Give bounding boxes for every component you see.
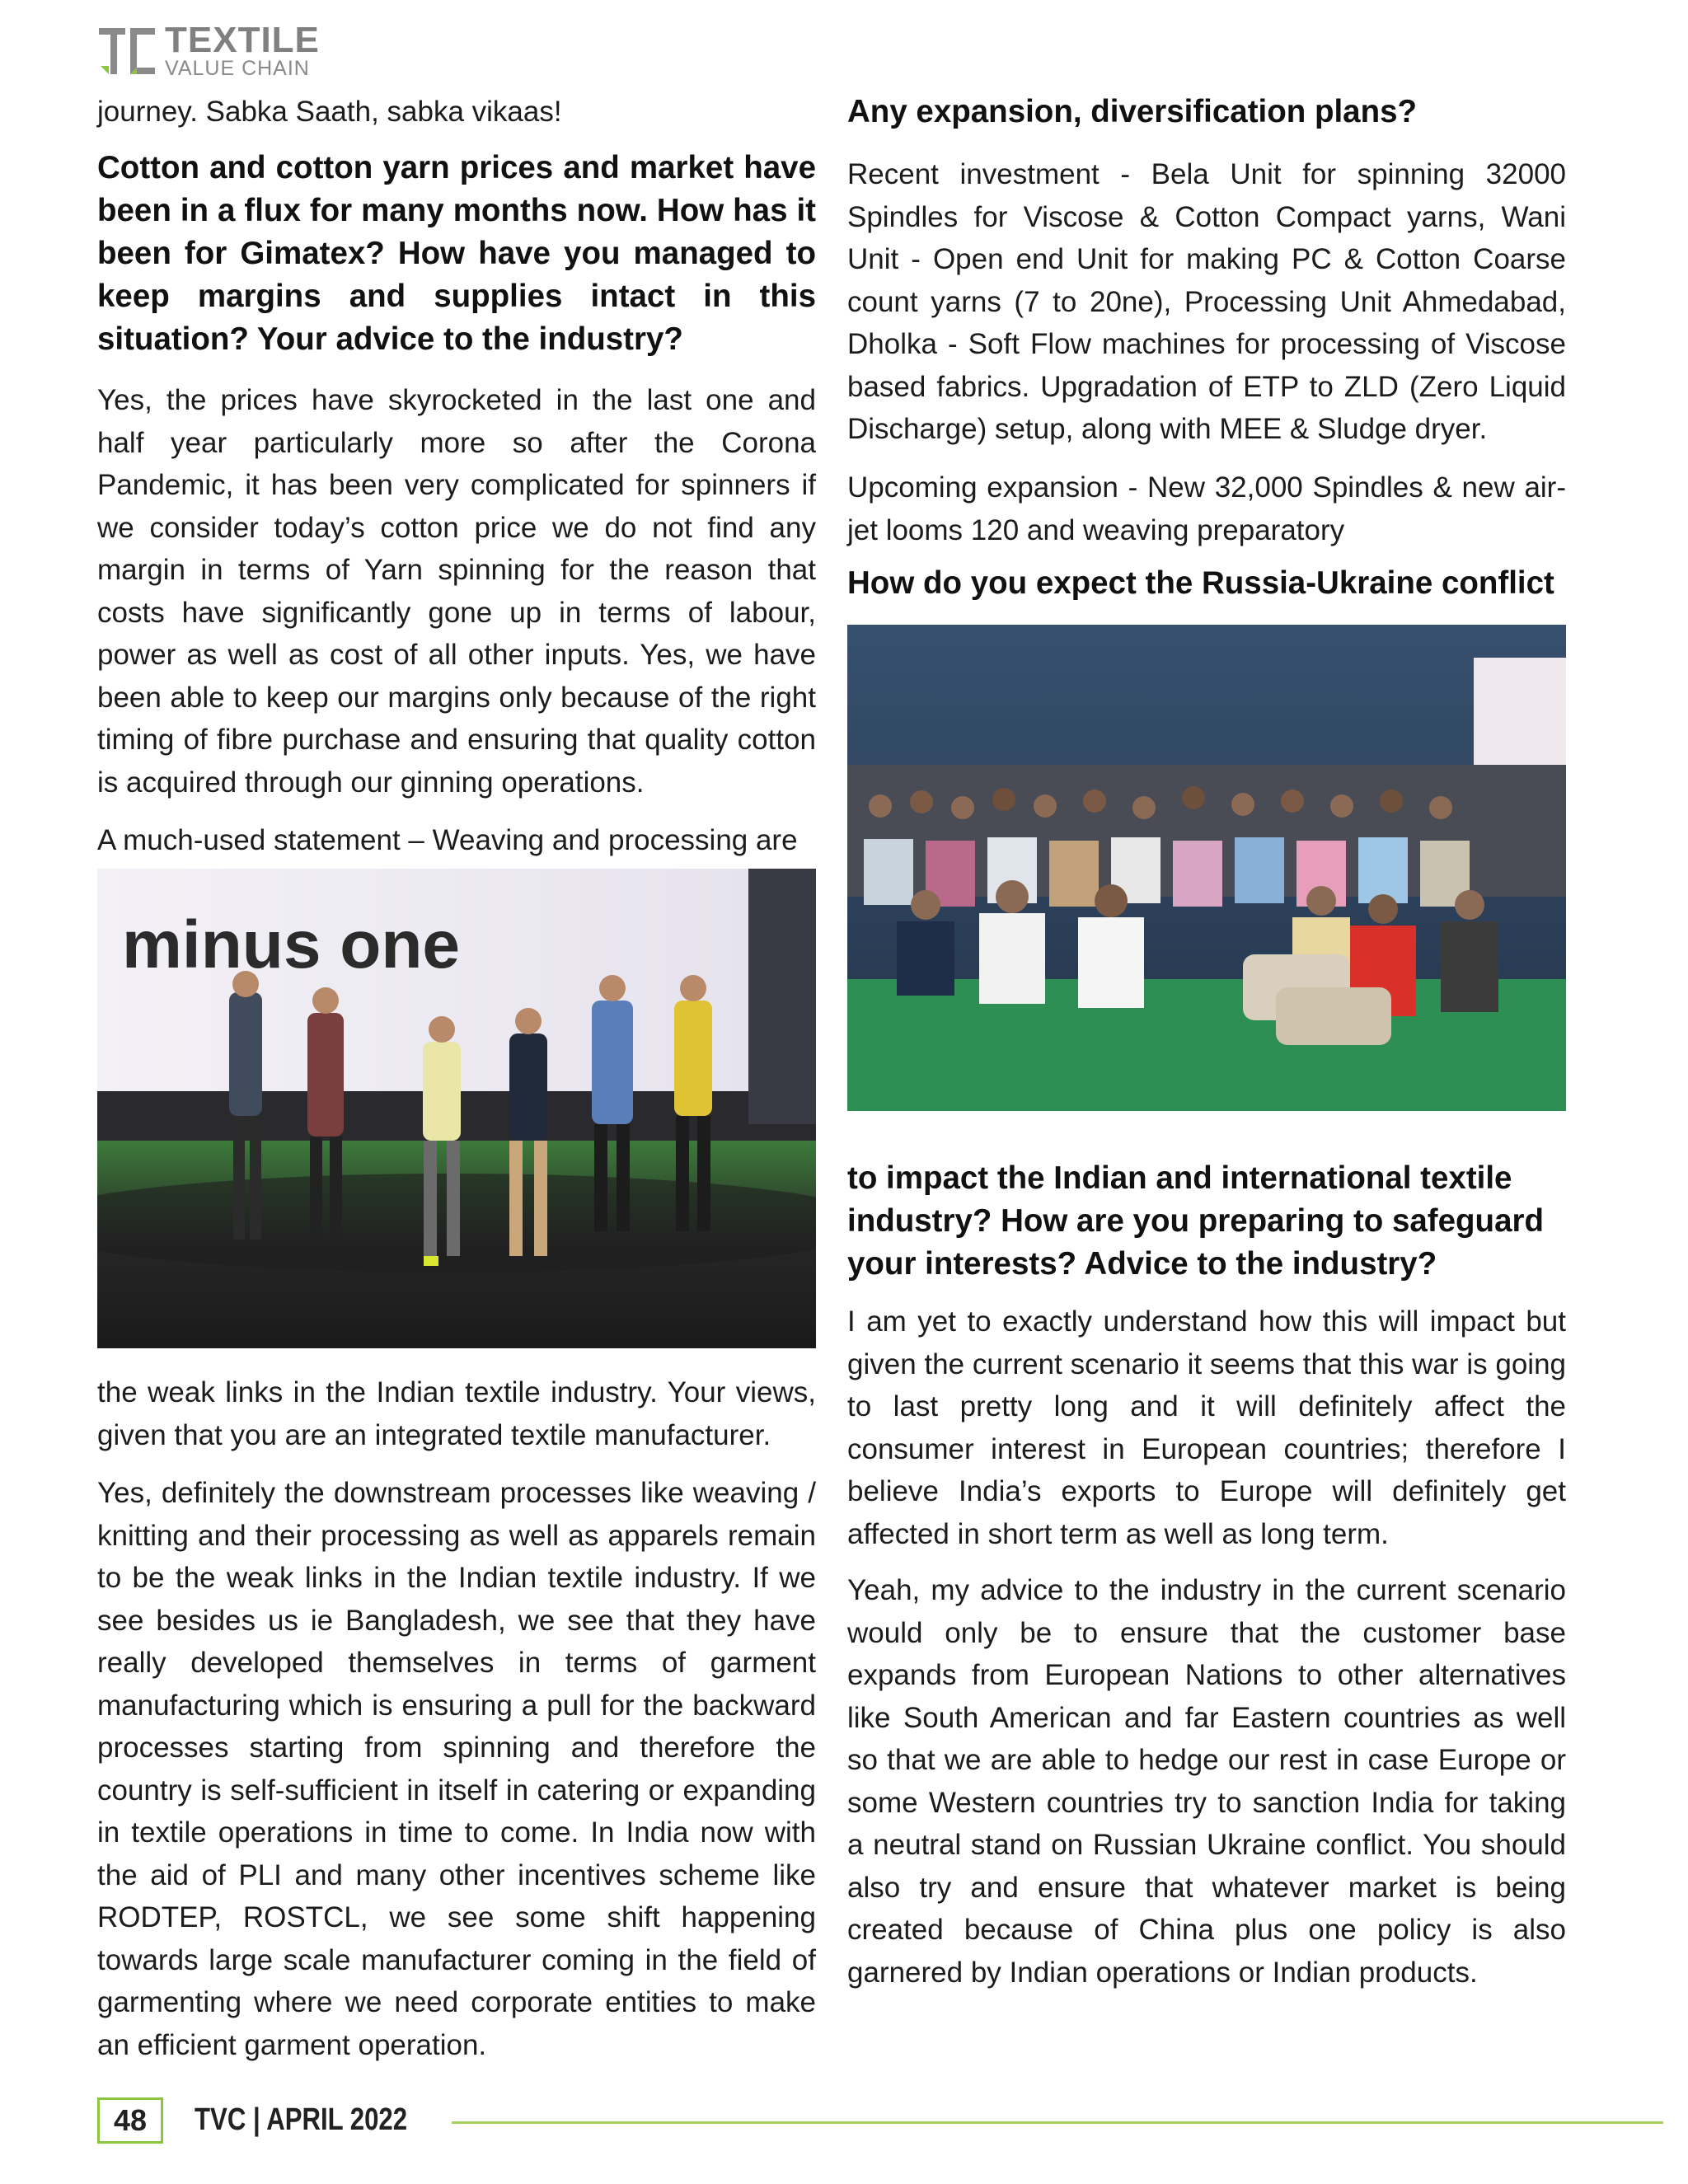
question-heading: Cotton and cotton yarn prices and market have been in a flux for many months now. How has it been for Gimatex? How have you managed to keep margins and supplies intact in this situation? Your advice to the industry? [97, 150, 816, 357]
paragraph: Yeah, my advice to the industry in the current scenario would only be to ensure that the customer base expands from European Nations to other alternatives like South American and far Eastern countries as well so that we are able to hedge our rest in case Europe or some Western countries try to sanction India for taking a neutral stand on Russian Ukraine conflict. You should also try and ensure that whatever market is being created because of China plus one policy is also garnered by Indian operations or Indian products. [847, 1574, 1566, 1989]
paragraph: Upcoming expansion - New 32,000 Spindles & new air-jet looms 120 and weaving preparatory [847, 471, 1566, 546]
footer-divider [452, 2121, 1663, 2124]
audience-photo-image [847, 625, 1566, 1111]
paragraph: Yes, the prices have skyrocketed in the last one and half year particularly more so after the Corona Pandemic, it has been very complicated for spinners if we consider today’s cotton price we do not find any margin in terms of Yarn spinning for the reason that costs have significantly gone up in terms of labour, power as well as cost of all other inputs. Yes, we have been able to keep our margins only because of the right timing of fibre purchase and ensuring that quality cotton is acquired through our ginning operations. [97, 384, 816, 799]
question-heading: Any expansion, diversification plans? [847, 94, 1418, 129]
paragraph: A much-used statement – Weaving and processing are [97, 824, 798, 856]
paragraph: journey. Sabka Saath, sabka vikaas! [97, 96, 562, 128]
tvc-logo-icon [97, 25, 157, 77]
paragraph: I am yet to exactly understand how this will impact but given the current scenario it seems that this war is going to last pretty long and it will definitely affect the consumer interest in European countries; therefore I believe India’s exports to Europe will definitely get affected in short term as well as long term. [847, 1305, 1566, 1550]
stage-photo-image [97, 869, 816, 1348]
magazine-logo [97, 21, 328, 81]
logo-subtitle: VALUE CHAIN [165, 57, 310, 80]
audience-photo [847, 625, 1566, 1111]
paragraph: the weak links in the Indian textile industry. Your views, given that you are an integrated textile manufacturer. [97, 1376, 816, 1451]
issue-label: TVC | APRIL 2022 [195, 2102, 408, 2137]
question-heading: to impact the Indian and international textile industry? How are you preparing to safeguard your interests? Advice to the industry? [847, 1160, 1544, 1282]
page-number: 48 [97, 2097, 163, 2144]
paragraph: Recent investment - Bela Unit for spinning 32000 Spindles for Viscose & Cotton Compact yarns, Wani Unit - Open end Unit for making PC & Cotton Coarse count yarns (7 to 20ne), Processing Unit Ahmedabad, Dholka - Soft Flow machines for processing of Viscose based fabrics. Upgradation of ETP to ZLD (Zero Liquid Discharge) setup, along with MEE & Sludge dryer. [847, 158, 1566, 445]
stage-banner-text: minus one [122, 907, 461, 982]
page-footer [97, 2097, 1663, 2147]
paragraph: Yes, definitely the downstream processes like weaving / knitting and their processing as well as apparels remain to be the weak links in the Indian textile industry. If we see besides us ie Bangladesh, we see that they have really developed themselves in terms of garment manufacturing which is ensuring a pull for the backward processes starting from spinning and therefore the country is self-sufficient in itself in catering or expanding in textile operations in time to come. In India now with the aid of PLI and many other incentives scheme like RODTEP, ROSTCL, we see some shift happening towards large scale manufacturer coming in the field of garmenting where we need corporate entities to make an efficient garment operation. [97, 1477, 816, 2061]
stage-photo [97, 869, 816, 1348]
question-heading: How do you expect the Russia-Ukraine conflict [847, 565, 1554, 601]
logo-title: TEXTILE [165, 20, 320, 60]
